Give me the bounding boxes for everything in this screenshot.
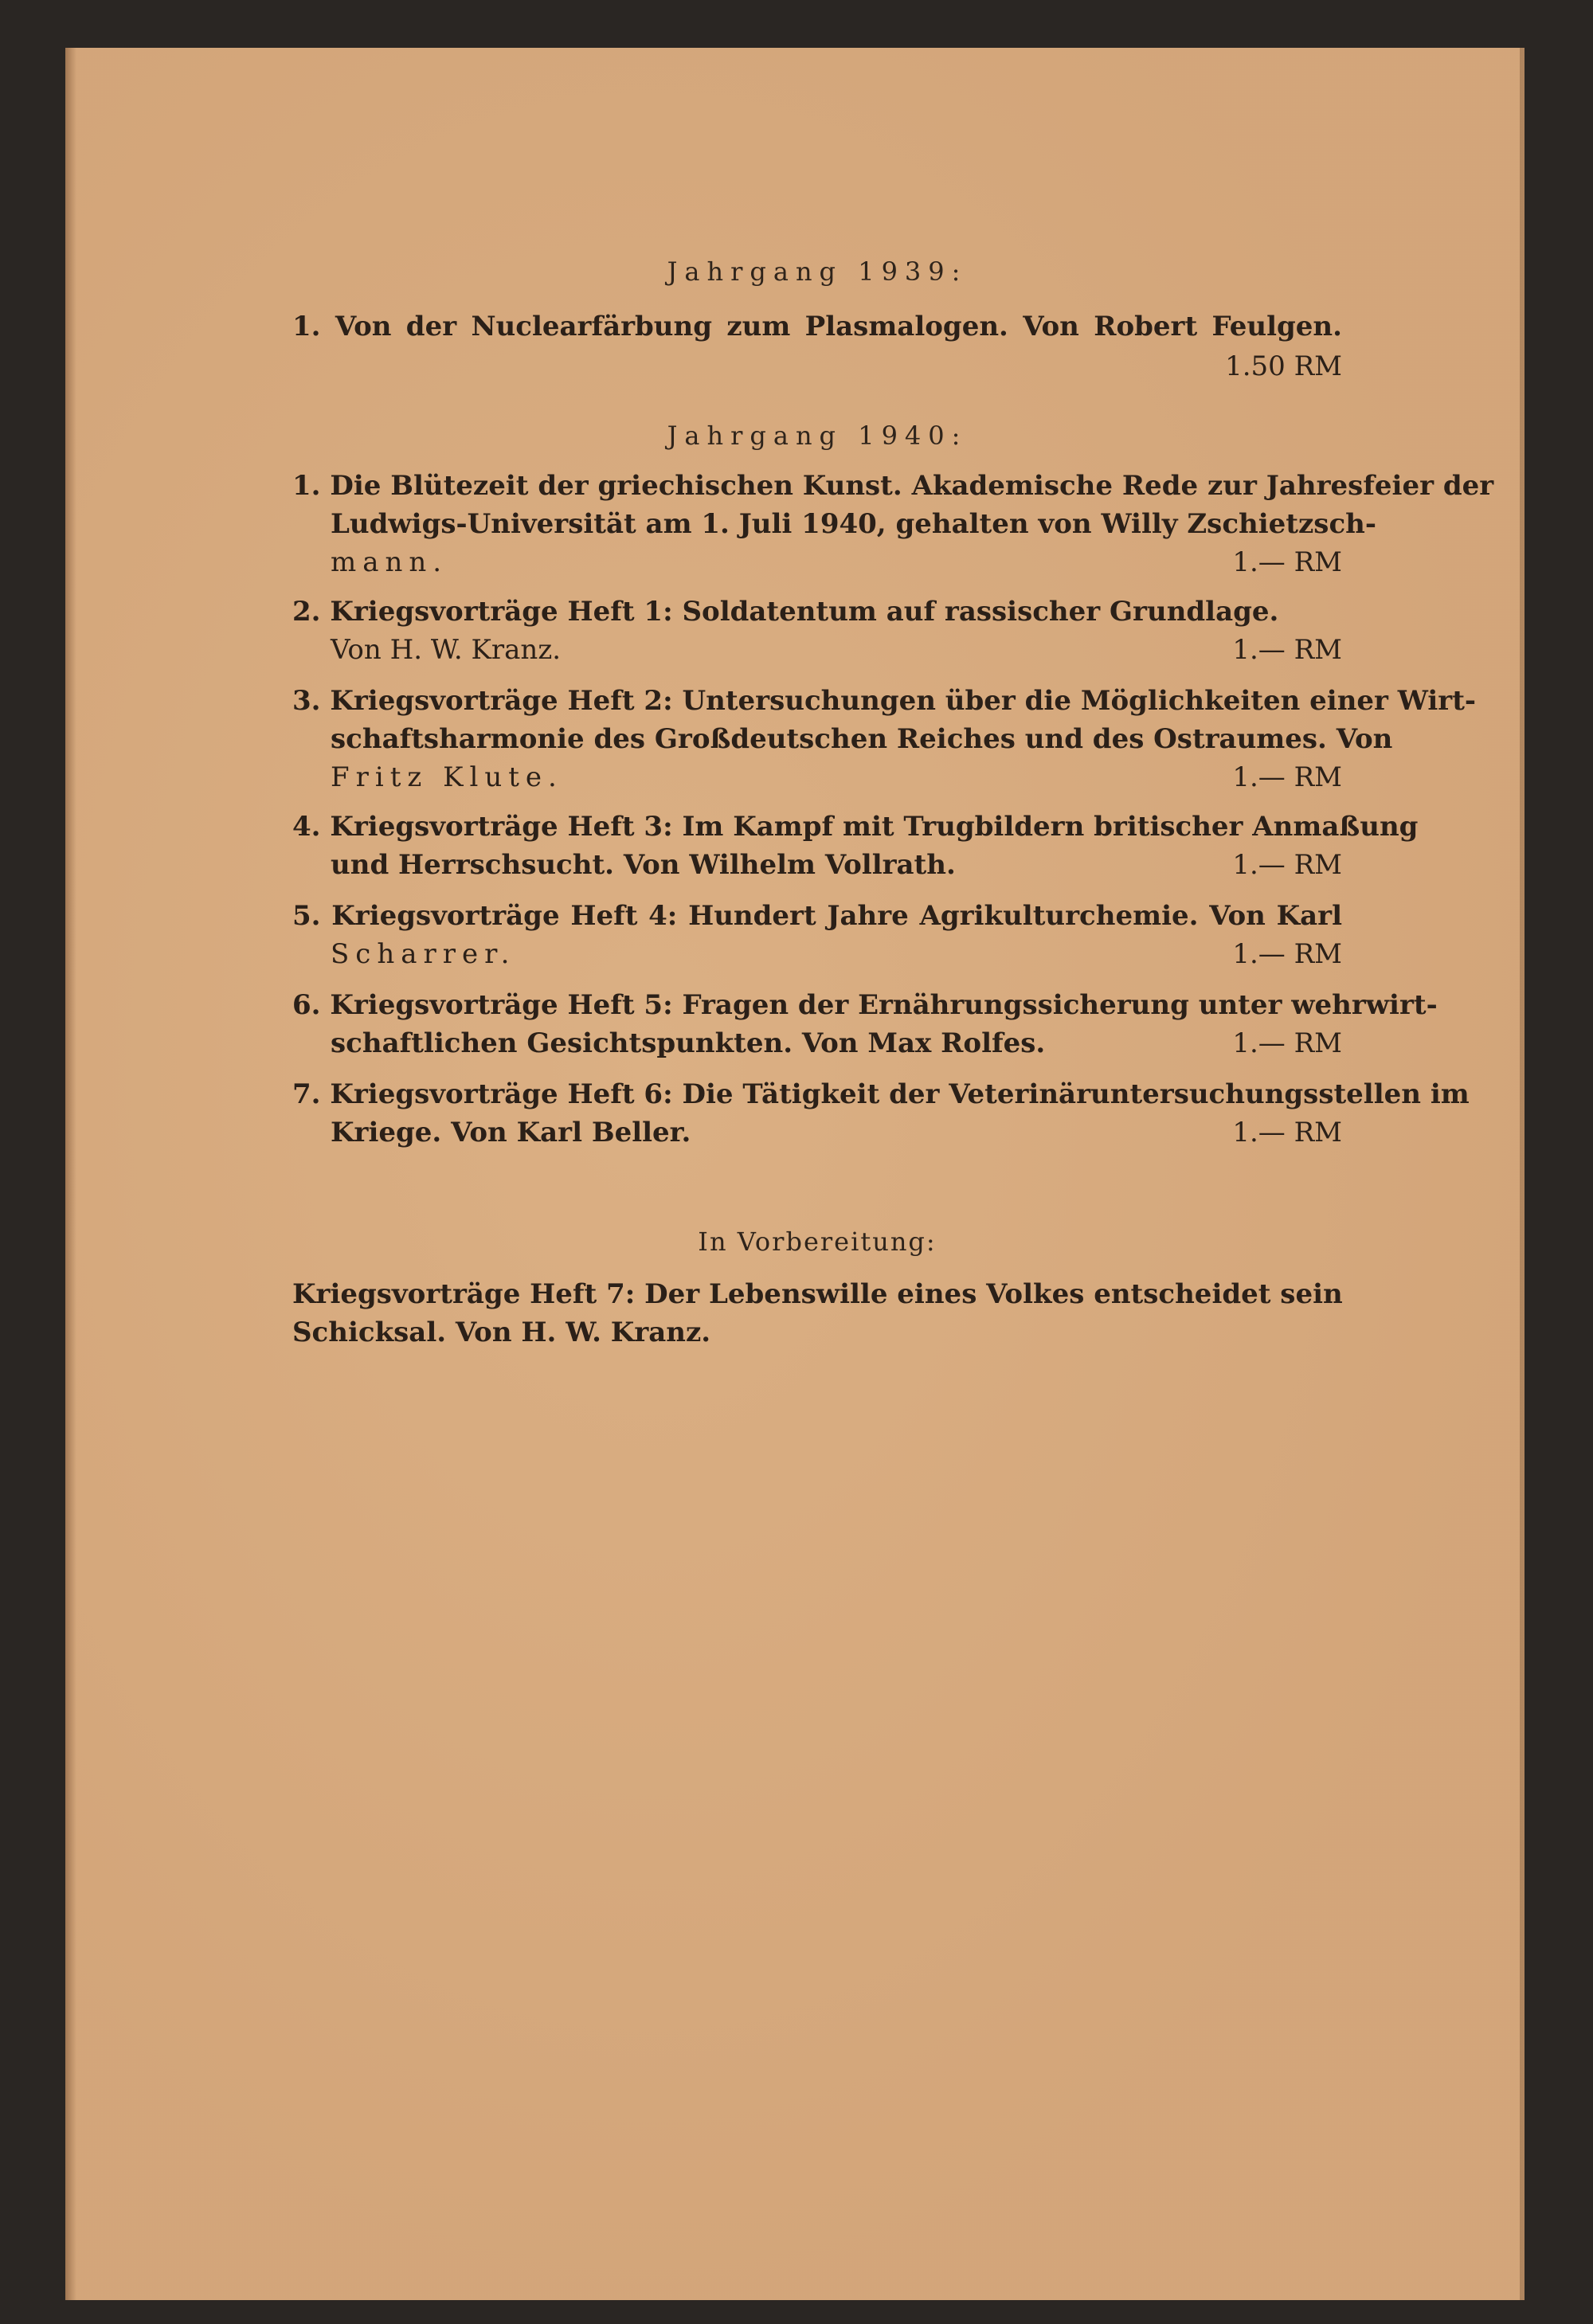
entry-text: und Herrschsucht. Von Wilhelm Vollrath. <box>331 849 956 881</box>
entry-1940-1-line-1 <box>292 470 1494 502</box>
entry-number: 2. <box>292 596 321 628</box>
entry-number: 6. <box>292 989 321 1021</box>
entry-1940-6-line-1 <box>292 989 1438 1021</box>
entry-text: Schicksal. Von H. W. Kranz. <box>292 1317 711 1348</box>
section-heading-1940: Jahrgang 1940: <box>667 421 968 451</box>
entry-text: Von der Nuclearfärbung zum Plasmalogen. Von Robert Feulgen. <box>335 311 1342 342</box>
entry-1940-4-line-1 <box>292 811 1419 843</box>
entry-text: Die Blütezeit der griechischen Kunst. Akademische Rede zur Jahresfeier der <box>330 470 1494 502</box>
entry-1939-1-line-1 <box>292 311 1342 342</box>
entry-1940-5-line-1 <box>292 900 1342 932</box>
entry-1940-2-line-1 <box>292 596 1342 628</box>
entry-text: Kriegsvorträge Heft 3: Im Kampf mit Trugbildern britischer Anmaßung <box>330 811 1419 843</box>
entry-1940-6-line-2 <box>292 1027 1342 1059</box>
entry-price: 1.— RM <box>1232 761 1342 793</box>
entry-text: Ludwigs-Universität am 1. Juli 1940, gehalten von Willy Zschietzsch- <box>331 508 1376 540</box>
entry-1940-7-line-2 <box>292 1117 1342 1148</box>
entry-1940-5-line-2 <box>292 938 1342 970</box>
entry-1940-1-line-2 <box>292 508 1376 540</box>
entry-price: 1.— RM <box>1232 546 1342 578</box>
entry-text: Scharrer. <box>331 938 516 970</box>
entry-number: 5. <box>292 900 321 932</box>
page-edge <box>1520 48 1525 2300</box>
entry-text: schaftlichen Gesichtspunkten. Von Max Rolfes. <box>331 1027 1046 1059</box>
entry-1940-1-line-3 <box>292 546 1342 578</box>
section-heading-in-preparation: In Vorbereitung: <box>698 1227 937 1257</box>
section-heading-1939: Jahrgang 1939: <box>667 256 968 287</box>
entry-number: 7. <box>292 1078 321 1110</box>
entry-text: schaftsharmonie des Großdeutschen Reiches und des Ostraumes. Von <box>331 723 1393 755</box>
document-page <box>65 48 1525 2300</box>
entry-price: 1.— RM <box>1232 849 1342 881</box>
page-fold-shadow <box>65 48 76 2300</box>
entry-text: Fritz Klute. <box>331 761 563 793</box>
entry-1940-3-line-1 <box>292 685 1477 717</box>
entry-text: Von H. W. Kranz. <box>331 634 562 666</box>
entry-1940-3-line-3 <box>292 761 1342 793</box>
entry-1940-4-line-2 <box>292 849 1342 881</box>
entry-number: 1. <box>292 470 321 502</box>
entry-number: 4. <box>292 811 321 843</box>
entry-price: 1.— RM <box>1232 1027 1342 1059</box>
entry-1940-3-line-2 <box>292 723 1393 755</box>
entry-1940-7-line-1 <box>292 1078 1470 1110</box>
entry-text: Kriege. Von Karl Beller. <box>331 1117 691 1148</box>
entry-price: 1.— RM <box>1232 634 1342 666</box>
entry-price: 1.— RM <box>1232 1117 1342 1148</box>
entry-text: Kriegsvorträge Heft 2: Untersuchungen über die Möglichkeiten einer Wirt- <box>330 685 1477 717</box>
entry-number: 3. <box>292 685 321 717</box>
entry-text: Kriegsvorträge Heft 6: Die Tätigkeit der Veterinäruntersuchungsstellen im <box>330 1078 1470 1110</box>
entry-text: Kriegsvorträge Heft 1: Soldatentum auf rassischer Grundlage. <box>330 596 1279 628</box>
entry-price: 1.50 RM <box>1225 350 1342 382</box>
entry-price: 1.— RM <box>1232 938 1342 970</box>
entry-text: Kriegsvorträge Heft 4: Hundert Jahre Agrikulturchemie. Von Karl <box>331 900 1342 932</box>
entry-prep-line-1 <box>292 1278 1342 1310</box>
entry-number: 1. <box>292 311 321 342</box>
entry-prep-line-2 <box>292 1317 1342 1348</box>
entry-text: mann. <box>331 546 448 578</box>
entry-text: Kriegsvorträge Heft 7: Der Lebenswille eines Volkes entscheidet sein <box>292 1278 1343 1310</box>
entry-text: Kriegsvorträge Heft 5: Fragen der Ernährungssicherung unter wehrwirt- <box>330 989 1438 1021</box>
entry-1940-2-line-2 <box>292 634 1342 666</box>
